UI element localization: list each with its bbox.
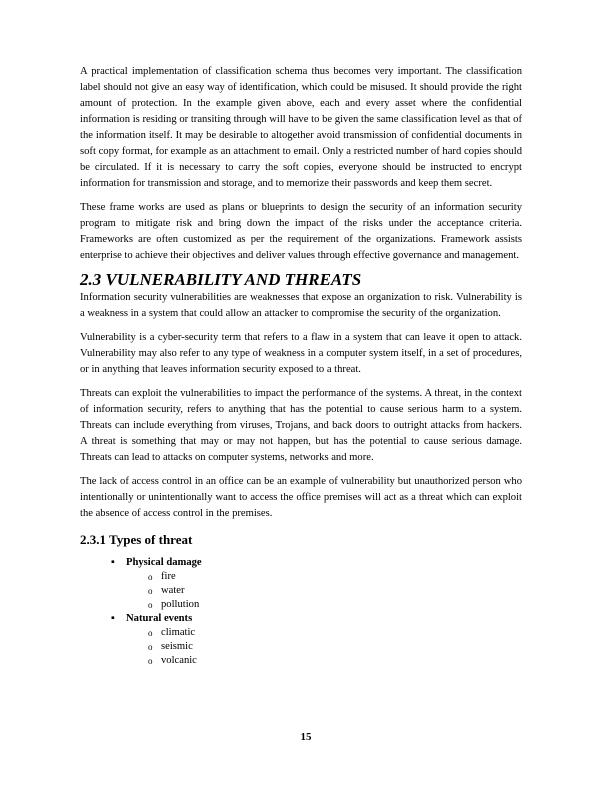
sub-list-item [126, 584, 522, 598]
sub-list [126, 570, 522, 612]
square-bullet-icon: ▪ [111, 557, 115, 568]
circle-bullet-icon: o [148, 572, 153, 582]
circle-bullet-icon: o [148, 656, 153, 666]
sub-list-item-label: volcanic [161, 655, 197, 666]
sub-list-item-label: water [161, 585, 185, 596]
document-page [80, 64, 522, 668]
list-item-natural-events [80, 612, 522, 668]
paragraph-threats: Threats can exploit the vulnerabilities to impact the performance of the systems. A threat, in the context of information security, refers to anything that has the potential to cause serious harm to a system. Threats can include everything from viruses, Trojans, and back doors to outright attacks from hackers. A threat is something that may or may not happen, but has the potential to cause serious damage. Threats can lead to attacks on computer systems, networks and more. [80, 388, 522, 463]
sub-list-item [126, 626, 522, 640]
circle-bullet-icon: o [148, 600, 153, 610]
subsection-heading: 2.3.1 Types of threat [80, 532, 193, 547]
list-item-label: Natural events [126, 613, 193, 624]
square-bullet-icon: ▪ [111, 613, 115, 624]
sub-list-item [126, 654, 522, 668]
sub-list [126, 626, 522, 668]
circle-bullet-icon: o [148, 628, 153, 638]
paragraph-vulnerability-term: Vulnerability is a cyber-security term that refers to a flaw in a system that can leave it open to attack. Vulnerability may also refer to any type of weakness in a computer system itself, in a set of procedures, or in anything that leaves information security exposed to a threat. [80, 332, 522, 375]
paragraph-access-control-example: The lack of access control in an office can be an example of vulnerability but unauthorized person who intentionally or unintentionally want to access the office premises will act as a threat which can exploit the absence of access control in the premises. [80, 476, 522, 519]
list-item-physical-damage [80, 556, 522, 612]
paragraph-vulnerabilities-definition: Information security vulnerabilities are weaknesses that expose an organization to risk. Vulnerability is a weakness in a system that could allow an attacker to compromise the security of the organization. [80, 292, 522, 319]
page-number: 15 [300, 731, 312, 743]
sub-list-item-label: climatic [161, 627, 196, 638]
sub-list-item [126, 598, 522, 612]
section-heading: 2.3 VULNERABILITY AND THREATS [80, 270, 362, 289]
paragraph-frameworks: These frame works are used as plans or blueprints to design the security of an information security program to mitigate risk and bring down the impact of the risks under the acceptance criteria. Frameworks are often customized as per the requirement of the organizations. Framework assists enterprise to achieve their objectives and deliver values through effective governance and management. [80, 202, 522, 261]
circle-bullet-icon: o [148, 642, 153, 652]
circle-bullet-icon: o [148, 586, 153, 596]
sub-list-item-label: pollution [161, 599, 200, 610]
paragraph-classification: A practical implementation of classification schema thus becomes very important. The classification label should not give an easy way of identification, which could be misused. It should provide the right amount of protection. In the example given above, each and every asset where the confidential information is residing or transiting through will have to be given the same classification level as that of the information itself. It may be desirable to altogether avoid transmission of confidential documents in soft copy format, for example as an attachment to email. Only a restricted number of hard copies should be circulated. If it is necessary to carry the soft copies, everyone should be instructed to encrypt information for transmission and storage, and to memorize their passwords and keep them secret. [80, 66, 522, 189]
sub-list-item [126, 570, 522, 584]
threat-types-list [80, 556, 522, 668]
sub-list-item-label: fire [161, 571, 176, 582]
sub-list-item-label: seismic [161, 641, 193, 652]
sub-list-item [126, 640, 522, 654]
list-item-label: Physical damage [126, 557, 202, 568]
